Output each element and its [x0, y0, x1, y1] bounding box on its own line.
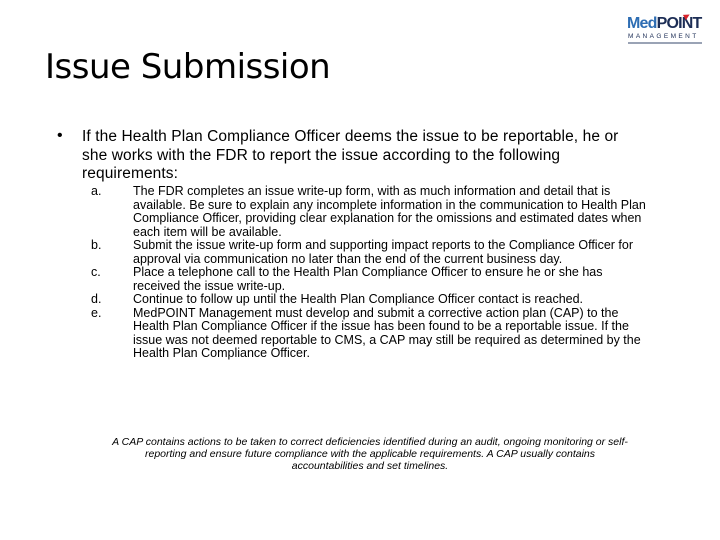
main-bullet-text: If the Health Plan Compliance Officer deems the issue to be reportable, he or she works with the FDR to report the issue according to the following requirements:	[82, 128, 619, 182]
logo-wordmark	[627, 15, 702, 33]
list-item	[91, 266, 651, 293]
logo-point: POINT	[656, 15, 702, 32]
item-marker: b.	[91, 238, 102, 252]
list-item	[91, 293, 651, 307]
item-marker: c.	[91, 265, 101, 279]
item-text: Continue to follow up until the Health Plan Compliance Officer contact is reached.	[133, 292, 584, 306]
requirements-list	[91, 185, 651, 361]
item-marker: e.	[91, 305, 102, 320]
bullet-icon: •	[57, 127, 63, 144]
list-item	[91, 185, 651, 239]
slide-title: Issue Submission	[45, 47, 331, 87]
list-item	[91, 307, 651, 361]
logo-subtitle: MANAGEMENT	[628, 33, 699, 40]
logo-tagline	[628, 42, 702, 44]
medpoint-logo	[627, 15, 705, 49]
item-text: MedPOINT Management must develop and submit a corrective action plan (CAP) to the Health Plan Compliance Officer if the issue has been found to be a reportable issue. If the issue was not deemed reportable to CMS, a CAP may still be required as determined by the Health Plan Compliance Officer.	[133, 305, 641, 360]
list-item	[91, 239, 651, 266]
cap-note: A CAP contains actions to be taken to correct deficiencies identified during an audit, ongoing monitoring or self-reporting and ensure future compliance with the applicable requirements. A CAP usually contains accountabilities and set timelines.	[112, 436, 628, 472]
item-marker: a.	[91, 184, 102, 198]
item-text: Submit the issue write-up form and supporting impact reports to the Compliance Officer for approval via communication no later than the end of the current business day.	[133, 238, 633, 266]
logo-med: Med	[627, 15, 657, 32]
item-marker: d.	[91, 292, 102, 306]
item-text: The FDR completes an issue write-up form, with as much information and detail that is available. Be sure to explain any incomplete information in the communication to Health Plan Compliance Officer, providing clear explanation for the omissions and estimated dates when each item will be available.	[133, 184, 646, 239]
item-text: Place a telephone call to the Health Plan Compliance Officer to ensure he or she has received the issue write-up.	[133, 265, 603, 293]
